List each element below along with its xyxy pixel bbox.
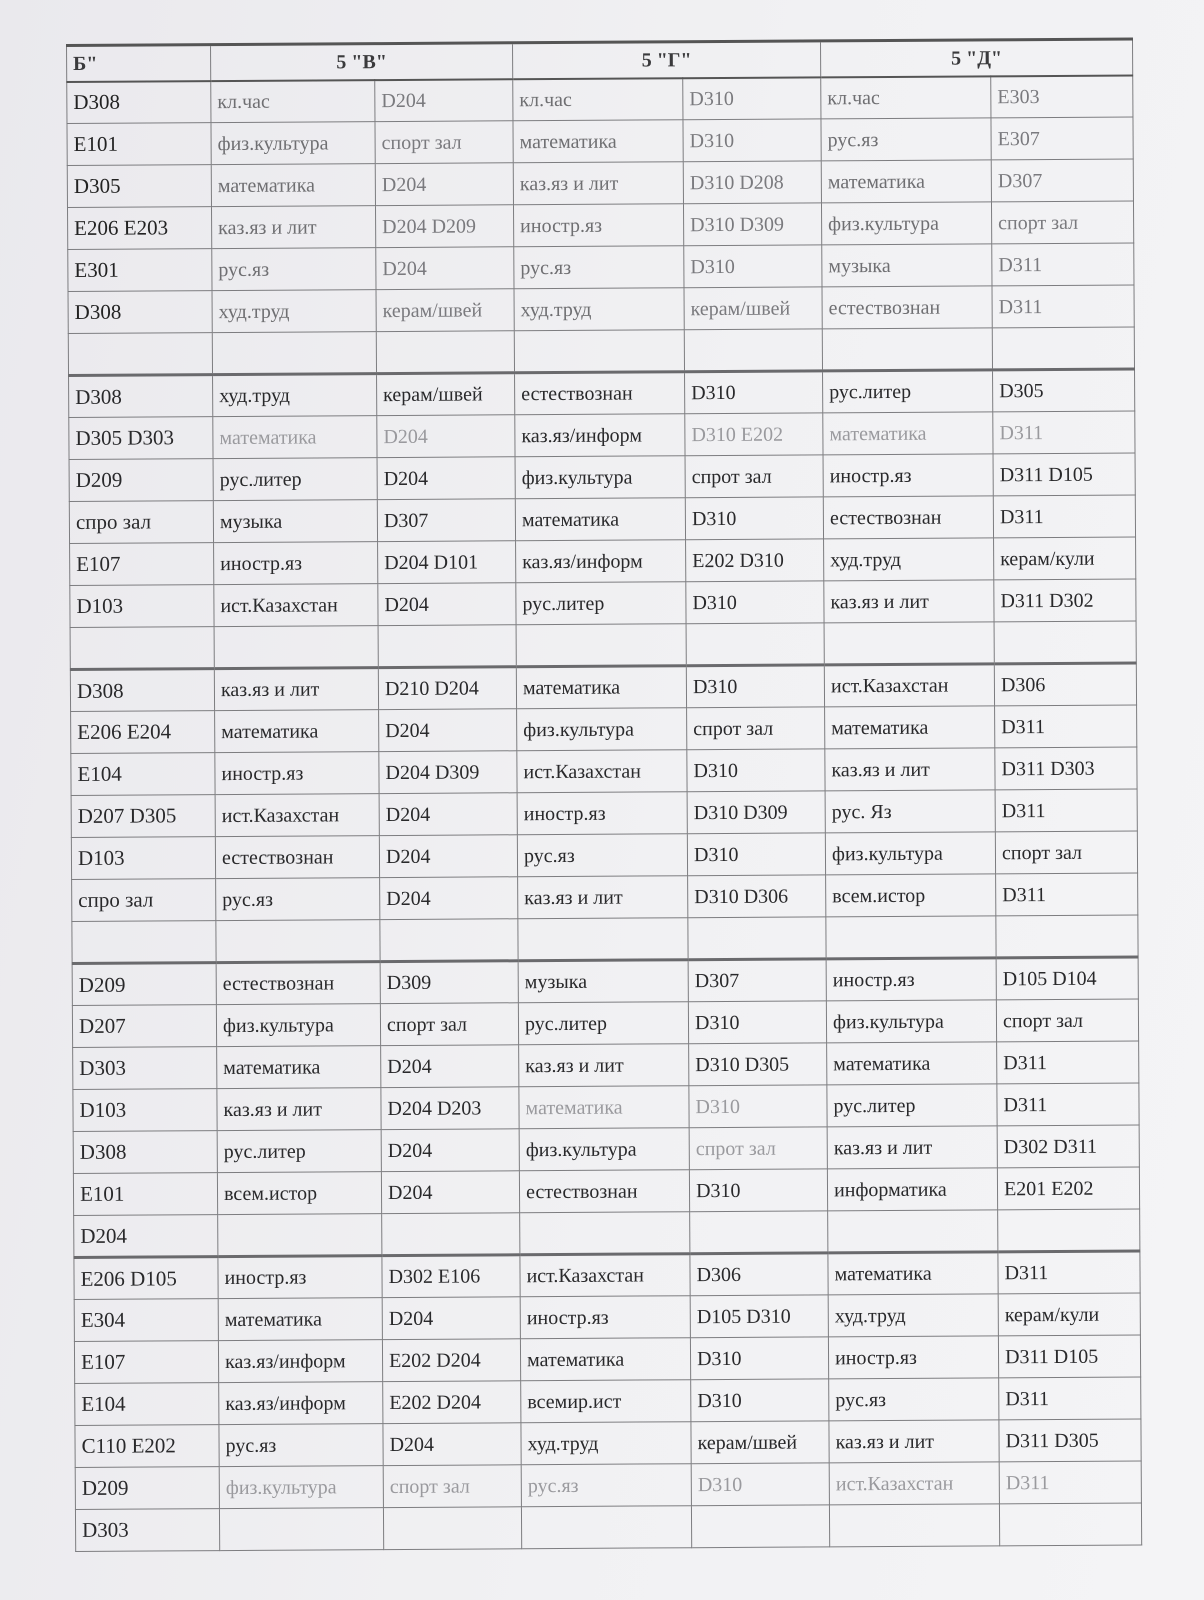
cell-room-5d: D311 D302 [994, 579, 1136, 622]
cell-subject-5v: худ.труд [213, 374, 377, 417]
day-separator-row [74, 1209, 1140, 1258]
cell-subject-5v: ист.Казахстан [215, 794, 379, 837]
cell-subject-5d: иностр.яз [828, 1336, 998, 1379]
cell-subject-5g: иностр.яз [520, 1296, 690, 1339]
cell-subject-5d [822, 328, 992, 371]
cell-room-5g: D306 [690, 1253, 828, 1296]
cell-room-5v: E202 D204 [382, 1339, 520, 1382]
cell-subject-5v: каз.яз и лит [214, 668, 378, 711]
cell-room-5g [686, 623, 824, 666]
cell-room-5g: спрот зал [689, 1127, 827, 1170]
cell-room-5d: D311 [999, 1377, 1141, 1420]
cell-room-prev-class: D303 [75, 1509, 219, 1552]
cell-subject-5g: рус.яз [517, 834, 687, 877]
cell-subject-5v: естествознан [216, 962, 380, 1005]
class-header-partial: Б" [67, 45, 211, 82]
cell-subject-5d: ист.Казахстан [824, 664, 994, 707]
cell-subject-5v: музыка [213, 500, 377, 543]
cell-room-5d: D311 [993, 495, 1135, 538]
lesson-row [67, 117, 1133, 166]
cell-subject-5d: естествознан [823, 496, 993, 539]
cell-subject-5g: математика [515, 498, 685, 541]
lesson-row [67, 159, 1133, 208]
cell-subject-5g: естествознан [519, 1170, 689, 1213]
cell-room-5g [690, 1211, 828, 1254]
cell-subject-5g: музыка [518, 960, 688, 1003]
cell-room-5v: D204 [380, 877, 518, 920]
cell-subject-5g: рус.яз [514, 246, 684, 289]
lesson-row [67, 75, 1133, 124]
lesson-row [73, 1167, 1139, 1216]
cell-subject-5g: каз.яз/информ [516, 540, 686, 583]
cell-room-5g: спрот зал [687, 707, 825, 750]
cell-subject-5d [824, 622, 994, 665]
cell-subject-5v: каз.яз/информ [219, 1382, 383, 1425]
cell-subject-5g: иностр.яз [517, 792, 687, 835]
class-header-5v: 5 "В" [211, 43, 513, 81]
cell-room-5v: D204 D203 [381, 1087, 519, 1130]
cell-room-prev-class: спро зал [72, 879, 216, 922]
cell-subject-5d: физ.культура [825, 832, 995, 875]
cell-subject-5d: всем.истор [826, 874, 996, 917]
day-separator-row [72, 915, 1138, 964]
cell-room-prev-class: D308 [68, 291, 212, 334]
lesson-row [68, 285, 1134, 334]
class-header-5d: 5 "Д" [821, 39, 1133, 77]
cell-room-5v: D204 [381, 1171, 519, 1214]
cell-room-5d: D311 D303 [995, 747, 1137, 790]
lesson-row [75, 1419, 1141, 1468]
cell-room-5d: керам/кули [998, 1293, 1140, 1336]
cell-subject-5g [514, 330, 684, 373]
cell-subject-5v: рус.литер [213, 458, 377, 501]
cell-room-5g: D310 [686, 665, 824, 708]
cell-room-5v: D204 D209 [375, 205, 513, 248]
cell-room-5g: D310 D306 [688, 875, 826, 918]
cell-subject-5d: информатика [827, 1168, 997, 1211]
lesson-row [72, 873, 1138, 922]
cell-subject-5v: каз.яз и лит [217, 1088, 381, 1131]
cell-room-5g: керам/швей [684, 287, 822, 330]
cell-room-5d: D311 D105 [998, 1335, 1140, 1378]
cell-subject-5v: математика [211, 164, 375, 207]
cell-room-5d: спорт зал [995, 831, 1137, 874]
cell-subject-5d: худ.труд [824, 538, 994, 581]
cell-room-5d: D311 D105 [993, 453, 1135, 496]
cell-room-prev-class: E107 [70, 543, 214, 586]
cell-subject-5v [216, 920, 380, 963]
lesson-row [69, 369, 1135, 418]
cell-room-prev-class: D207 D305 [71, 795, 215, 838]
cell-room-5v: керам/швей [377, 373, 515, 416]
cell-subject-5g: каз.яз и лит [519, 1044, 689, 1087]
cell-room-5g: D310 [685, 371, 823, 414]
cell-subject-5d: математика [828, 1252, 998, 1295]
lesson-row [71, 789, 1137, 838]
cell-room-5v: D204 D101 [378, 541, 516, 584]
cell-room-5g: спрот зал [685, 455, 823, 498]
cell-room-prev-class: E304 [74, 1299, 218, 1342]
cell-subject-5d: музыка [822, 244, 992, 287]
cell-room-5d: D311 D305 [999, 1419, 1141, 1462]
cell-room-5g: D310 E202 [685, 413, 823, 456]
cell-room-5v: D204 [376, 247, 514, 290]
cell-subject-5d: рус.литер [827, 1084, 997, 1127]
cell-room-5v: D204 [381, 1045, 519, 1088]
cell-room-5v: D204 [383, 1423, 521, 1466]
lesson-row [73, 1041, 1139, 1090]
cell-room-5g: D310 [688, 1001, 826, 1044]
day-separator-row [75, 1503, 1141, 1552]
cell-subject-5v [212, 332, 376, 375]
cell-room-5v: D204 [379, 709, 517, 752]
lesson-row [69, 453, 1135, 502]
cell-room-5d: D311 [998, 1251, 1140, 1294]
cell-room-5g: D310 [683, 119, 821, 162]
cell-room-5g: D310 [687, 833, 825, 876]
cell-room-5g: D105 D310 [690, 1295, 828, 1338]
cell-room-prev-class: E104 [71, 753, 215, 796]
day-separator-row [68, 327, 1134, 376]
cell-subject-5g: каз.яз/информ [515, 414, 685, 457]
cell-subject-5v: рус.яз [219, 1424, 383, 1467]
cell-subject-5g: иностр.яз [514, 204, 684, 247]
cell-subject-5g: каз.яз и лит [518, 876, 688, 919]
cell-subject-5d: рус.яз [829, 1378, 999, 1421]
cell-room-5g: D310 [691, 1463, 829, 1506]
cell-room-prev-class: D305 D303 [69, 417, 213, 460]
cell-subject-5d: худ.труд [828, 1294, 998, 1337]
cell-room-5d [996, 915, 1138, 958]
cell-room-prev-class: E206 D105 [74, 1257, 218, 1300]
cell-room-5g: D310 [685, 497, 823, 540]
cell-room-5g: D310 D208 [683, 161, 821, 204]
cell-room-prev-class: D103 [70, 585, 214, 628]
cell-room-5v [382, 1213, 520, 1256]
cell-room-prev-class: E206 E203 [67, 207, 211, 250]
cell-subject-5g: худ.труд [521, 1422, 691, 1465]
cell-room-prev-class: D308 [69, 375, 213, 418]
cell-room-5g: D310 [683, 77, 821, 120]
cell-room-5v: спорт зал [375, 121, 513, 164]
lesson-row [69, 411, 1135, 460]
cell-room-5v [380, 919, 518, 962]
cell-subject-5v: иностр.яз [215, 752, 379, 795]
cell-subject-5v: каз.яз/информ [218, 1340, 382, 1383]
lesson-row [75, 1461, 1141, 1510]
cell-subject-5d [829, 1504, 999, 1547]
cell-subject-5v: худ.труд [212, 290, 376, 333]
cell-subject-5g: математика [516, 666, 686, 709]
lesson-row [70, 537, 1136, 586]
cell-subject-5d: каз.яз и лит [829, 1420, 999, 1463]
cell-subject-5d: иностр.яз [826, 958, 996, 1001]
cell-room-5g: D307 [688, 959, 826, 1002]
cell-subject-5v: физ.культура [216, 1004, 380, 1047]
cell-room-5g: D310 [686, 581, 824, 624]
schedule-table [66, 37, 1142, 1551]
cell-subject-5d: каз.яз и лит [827, 1126, 997, 1169]
schedule-sheet [66, 37, 1141, 1551]
cell-room-5d: E307 [991, 117, 1133, 160]
cell-room-5g: D310 D305 [689, 1043, 827, 1086]
cell-subject-5g: ист.Казахстан [520, 1254, 690, 1297]
cell-subject-5g: физ.культура [517, 708, 687, 751]
cell-subject-5d [826, 916, 996, 959]
cell-subject-5d: математика [823, 412, 993, 455]
cell-subject-5v: математика [217, 1046, 381, 1089]
cell-room-5v: D204 [375, 163, 513, 206]
cell-room-5v: D204 [382, 1297, 520, 1340]
cell-room-5g: E202 D310 [686, 539, 824, 582]
cell-room-prev-class: E107 [74, 1341, 218, 1384]
cell-subject-5v: рус.литер [217, 1130, 381, 1173]
lesson-row [67, 201, 1133, 250]
cell-room-5g [688, 917, 826, 960]
cell-room-5d: D311 [995, 705, 1137, 748]
cell-room-5v: D210 D204 [378, 667, 516, 710]
cell-room-prev-class: E301 [68, 249, 212, 292]
cell-subject-5v: рус.яз [216, 878, 380, 921]
cell-room-5d: D105 D104 [996, 957, 1138, 1000]
cell-room-5g [684, 329, 822, 372]
cell-room-5v [383, 1507, 521, 1550]
cell-subject-5g: кл.час [513, 78, 683, 121]
cell-room-5g: D310 [689, 1169, 827, 1212]
cell-room-5g: D310 [689, 1085, 827, 1128]
cell-room-5g: керам/швей [691, 1421, 829, 1464]
lesson-row [73, 1125, 1139, 1174]
cell-room-prev-class: E206 E204 [71, 711, 215, 754]
cell-room-5g: D310 [684, 245, 822, 288]
cell-subject-5d: каз.яз и лит [825, 748, 995, 791]
cell-subject-5v [218, 1214, 382, 1257]
cell-room-5v [378, 625, 516, 668]
cell-room-prev-class: D207 [72, 1005, 216, 1048]
cell-subject-5g: рус.литер [516, 582, 686, 625]
cell-subject-5g: математика [520, 1338, 690, 1381]
cell-room-5d [998, 1209, 1140, 1252]
cell-subject-5d: каз.яз и лит [824, 580, 994, 623]
lesson-row [74, 1251, 1140, 1300]
cell-subject-5v: всем.истор [217, 1172, 381, 1215]
cell-subject-5g [520, 1212, 690, 1255]
lesson-row [75, 1377, 1141, 1426]
cell-room-5g: D310 [691, 1379, 829, 1422]
cell-subject-5d [828, 1210, 998, 1253]
cell-subject-5d: математика [821, 160, 991, 203]
cell-room-5d [992, 327, 1134, 370]
cell-room-5v [376, 331, 514, 374]
cell-subject-5v: физ.культура [211, 122, 375, 165]
cell-subject-5v: иностр.яз [218, 1256, 382, 1299]
lesson-row [71, 705, 1137, 754]
cell-subject-5v: математика [215, 710, 379, 753]
cell-room-prev-class [70, 627, 214, 670]
cell-subject-5v: каз.яз и лит [211, 206, 375, 249]
cell-subject-5d: физ.культура [826, 1000, 996, 1043]
cell-room-5g: D310 [690, 1337, 828, 1380]
cell-room-5d: D307 [991, 159, 1133, 202]
cell-room-5v: D204 [377, 415, 515, 458]
cell-subject-5d: иностр.яз [823, 454, 993, 497]
lesson-row [71, 747, 1137, 796]
cell-subject-5d: рус. Яз [825, 790, 995, 833]
cell-room-prev-class: E101 [67, 123, 211, 166]
cell-room-5d: D311 [993, 411, 1135, 454]
lesson-row [72, 999, 1138, 1048]
cell-subject-5g: рус.яз [521, 1464, 691, 1507]
cell-subject-5g: математика [519, 1086, 689, 1129]
cell-subject-5g: естествознан [515, 372, 685, 415]
cell-room-5v: D204 [379, 835, 517, 878]
cell-room-5d: спорт зал [996, 999, 1138, 1042]
cell-room-5d: D306 [994, 663, 1136, 706]
cell-room-5v: спорт зал [380, 1003, 518, 1046]
cell-room-5d: D311 [992, 285, 1134, 328]
cell-room-5d: спорт зал [991, 201, 1133, 244]
cell-subject-5v: иностр.яз [214, 542, 378, 585]
cell-room-5v: D309 [380, 961, 518, 1004]
cell-subject-5d: ист.Казахстан [829, 1462, 999, 1505]
cell-room-5v: D204 [378, 583, 516, 626]
lesson-row [70, 663, 1136, 712]
cell-subject-5v: рус.яз [212, 248, 376, 291]
lesson-row [70, 579, 1136, 628]
cell-room-5v: D307 [377, 499, 515, 542]
cell-subject-5g: худ.труд [514, 288, 684, 331]
cell-subject-5g: всемир.ист [521, 1380, 691, 1423]
cell-room-prev-class: D308 [73, 1131, 217, 1174]
cell-subject-5v: кл.час [211, 80, 375, 123]
cell-room-5d [994, 621, 1136, 664]
cell-room-prev-class: D308 [67, 81, 211, 124]
cell-room-5v: D204 [379, 793, 517, 836]
cell-subject-5d: рус.литер [823, 370, 993, 413]
cell-subject-5g: физ.культура [515, 456, 685, 499]
cell-room-5v: спорт зал [383, 1465, 521, 1508]
cell-room-5d: E201 E202 [997, 1167, 1139, 1210]
cell-room-5g [691, 1505, 829, 1548]
cell-room-prev-class: E104 [75, 1383, 219, 1426]
cell-room-5g: D310 [687, 749, 825, 792]
cell-subject-5v [214, 626, 378, 669]
cell-room-prev-class: D204 [74, 1215, 218, 1258]
cell-subject-5d: математика [825, 706, 995, 749]
cell-room-5v: D204 [377, 457, 515, 500]
lesson-row [74, 1335, 1140, 1384]
cell-room-prev-class: D103 [73, 1089, 217, 1132]
cell-subject-5v: математика [218, 1298, 382, 1341]
cell-subject-5d: рус.яз [821, 118, 991, 161]
cell-subject-5v [219, 1508, 383, 1551]
cell-room-prev-class: E101 [73, 1173, 217, 1216]
cell-room-5d [999, 1503, 1141, 1546]
cell-room-5g: D310 D309 [687, 791, 825, 834]
lesson-row [74, 1293, 1140, 1342]
cell-room-5d: D305 [993, 369, 1135, 412]
cell-room-5d: D311 [997, 1083, 1139, 1126]
schedule-body [67, 75, 1142, 1551]
cell-room-prev-class [72, 921, 216, 964]
day-separator-row [70, 621, 1136, 670]
cell-room-prev-class: D303 [73, 1047, 217, 1090]
cell-subject-5g [516, 624, 686, 667]
cell-room-5v: E202 D204 [383, 1381, 521, 1424]
lesson-row [68, 243, 1134, 292]
cell-room-5d: E303 [991, 75, 1133, 118]
cell-subject-5d: кл.час [821, 76, 991, 119]
cell-room-prev-class: D308 [70, 669, 214, 712]
cell-subject-5g [518, 918, 688, 961]
cell-room-5d: D311 [997, 1041, 1139, 1084]
cell-subject-5v: математика [213, 416, 377, 459]
cell-room-prev-class: спро зал [69, 501, 213, 544]
cell-subject-5g: ист.Казахстан [517, 750, 687, 793]
lesson-row [73, 1083, 1139, 1132]
cell-subject-5g: математика [513, 120, 683, 163]
cell-subject-5v: естествознан [215, 836, 379, 879]
cell-room-5d: D311 [992, 243, 1134, 286]
cell-room-5d: D311 [999, 1461, 1141, 1504]
class-header-5g: 5 "Г" [513, 41, 821, 79]
lesson-row [69, 495, 1135, 544]
cell-subject-5g [521, 1506, 691, 1549]
cell-subject-5d: физ.культура [822, 202, 992, 245]
cell-subject-5g: рус.литер [518, 1002, 688, 1045]
cell-subject-5d: математика [827, 1042, 997, 1085]
cell-subject-5d: естествознан [822, 286, 992, 329]
cell-subject-5v: физ.культура [219, 1466, 383, 1509]
cell-room-prev-class: D209 [75, 1467, 219, 1510]
cell-room-5g: D310 D309 [684, 203, 822, 246]
cell-room-5v: керам/швей [376, 289, 514, 332]
cell-room-5d: D311 [996, 873, 1138, 916]
cell-room-5v: D204 [381, 1129, 519, 1172]
cell-room-5v: D204 D309 [379, 751, 517, 794]
cell-room-5d: D311 [995, 789, 1137, 832]
cell-subject-5v: ист.Казахстан [214, 584, 378, 627]
cell-room-5v: D302 E106 [382, 1255, 520, 1298]
cell-room-prev-class: D305 [67, 165, 211, 208]
cell-room-prev-class: D209 [72, 963, 216, 1006]
cell-subject-5g: физ.культура [519, 1128, 689, 1171]
lesson-row [72, 957, 1138, 1006]
cell-room-5d: D302 D311 [997, 1125, 1139, 1168]
cell-subject-5g: каз.яз и лит [513, 162, 683, 205]
cell-room-prev-class: C110 E202 [75, 1425, 219, 1468]
cell-room-prev-class: D209 [69, 459, 213, 502]
cell-room-prev-class: D103 [71, 837, 215, 880]
cell-room-prev-class [68, 333, 212, 376]
cell-room-5d: керам/кули [994, 537, 1136, 580]
cell-room-5v: D204 [375, 79, 513, 122]
lesson-row [71, 831, 1137, 880]
